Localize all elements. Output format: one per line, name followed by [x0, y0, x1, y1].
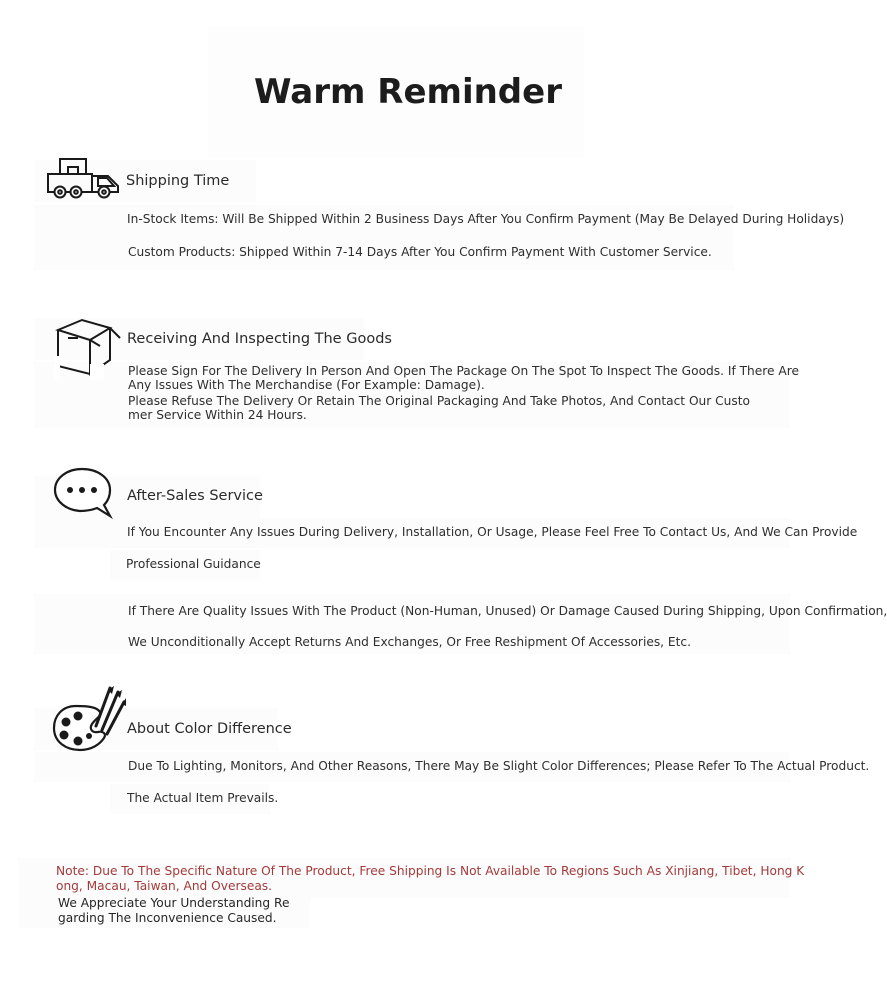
section-text-line: If You Encounter Any Issues During Delivery, Installation, Or Usage, Please Feel Free To Contact Us, And We Can Provide [127, 525, 858, 539]
paint-palette-icon [52, 686, 126, 754]
apology-note-line: We Appreciate Your Understanding Re [58, 896, 290, 910]
section-text-line: Custom Products: Shipped Within 7-14 Days After You Confirm Payment With Customer Service. [128, 245, 712, 259]
section-heading: About Color Difference [127, 721, 292, 737]
section-text-line: The Actual Item Prevails. [127, 791, 279, 805]
section-text-line: We Unconditionally Accept Returns And Exchanges, Or Free Reshipment Of Accessories, Etc. [128, 635, 691, 649]
section-text-line: mer Service Within 24 Hours. [128, 408, 307, 422]
section-text-line: Any Issues With The Merchandise (For Example: Damage). [128, 378, 485, 392]
truck-icon [46, 156, 124, 202]
section-heading: After-Sales Service [127, 488, 263, 504]
section-heading: Receiving And Inspecting The Goods [127, 331, 392, 347]
shipping-note-line: ong, Macau, Taiwan, And Overseas. [56, 879, 273, 893]
page-title: Warm Reminder [254, 72, 562, 112]
shipping-note-line: Note: Due To The Specific Nature Of The Product, Free Shipping Is Not Available To Regions Such As Xinjiang, Tibet, Hong K [56, 864, 805, 878]
section-text-line: Please Refuse The Delivery Or Retain The Original Packaging And Take Photos, And Contact Our Custo [128, 394, 750, 408]
section-heading: Shipping Time [126, 173, 230, 189]
section-text-line: Professional Guidance [126, 557, 261, 571]
section-text-line: If There Are Quality Issues With The Product (Non-Human, Unused) Or Damage Caused During Shipping, Upon Confirmation, [128, 604, 887, 618]
section-text-line: Please Sign For The Delivery In Person And Open The Package On The Spot To Inspect The Goods. If There Are [128, 364, 799, 378]
chat-bubble-icon [52, 466, 114, 520]
section-text-line: In-Stock Items: Will Be Shipped Within 2 Business Days After You Confirm Payment (May Be Delayed During Holidays) [127, 212, 845, 226]
package-box-icon [54, 316, 122, 380]
apology-note-line: garding The Inconvenience Caused. [58, 911, 277, 925]
section-text-line: Due To Lighting, Monitors, And Other Reasons, There May Be Slight Color Differences; Please Refer To The Actual Product. [128, 759, 870, 773]
